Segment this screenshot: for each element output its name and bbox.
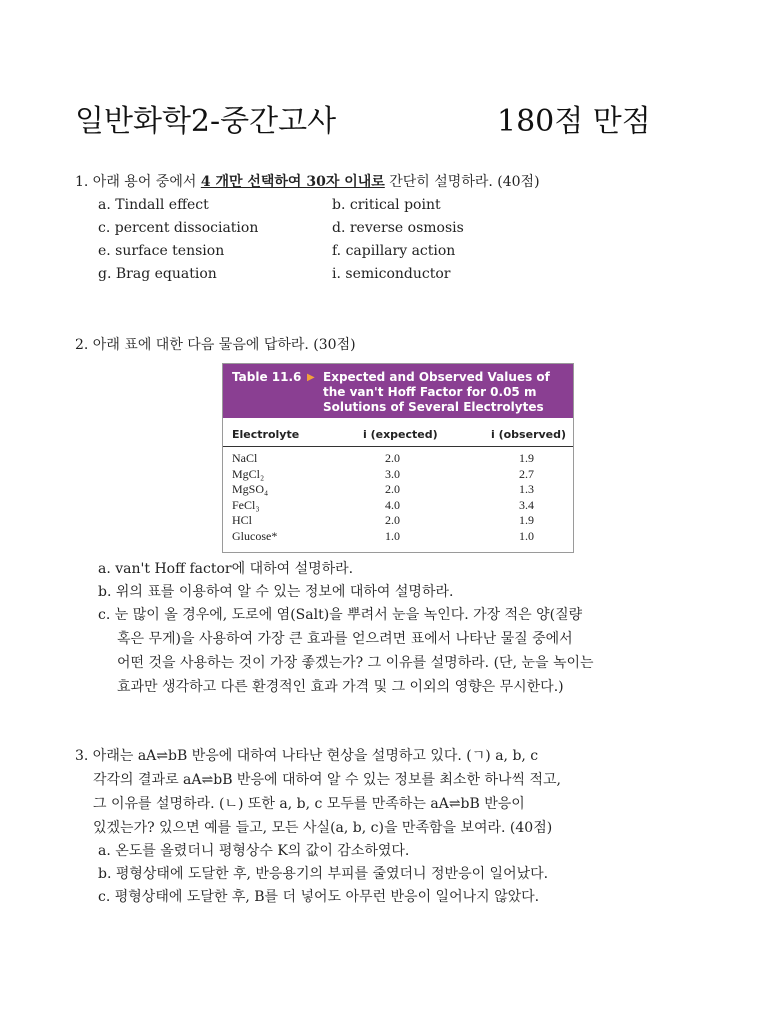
term-i: i. semiconductor <box>332 266 451 282</box>
table-cell: 1.3 <box>519 482 534 497</box>
column-header-electrolyte: Electrolyte <box>232 428 300 441</box>
term-e: e. surface tension <box>98 243 225 259</box>
table-cell: 3.0 <box>385 466 400 481</box>
column-header-observed: i (observed) <box>491 428 567 441</box>
question-2c-line1: c. 눈 많이 올 경우에, 도로에 염(Salt)을 뿌려서 눈을 녹인다. 가장 적은 양(질량 <box>98 607 583 623</box>
table-cell: NaCl <box>232 451 258 465</box>
table-cell: 2.0 <box>385 513 400 528</box>
question-3-line3: 그 이유를 설명하라. (ㄴ) 또한 a, b, c 모두를 만족하는 aA⇌bB 반응이 <box>93 796 525 812</box>
question-3-line1: 3. 아래는 aA⇌bB 반응에 대하여 나타난 현상을 설명하고 있다. (ㄱ) a, b, c <box>75 748 539 764</box>
table-cell: 2.0 <box>385 482 400 497</box>
table-cell: 2.0 <box>385 451 400 465</box>
table-label: Table 11.6 <box>232 370 302 384</box>
table-cell: 1.9 <box>519 451 534 465</box>
term-b: b. critical point <box>332 197 441 213</box>
question-1 <box>75 171 540 194</box>
question-1-emphasis: 4 개만 선택하여 30자 이내로 <box>200 174 385 190</box>
exam-title: 일반화학2-중간고사 <box>75 104 337 139</box>
table-cell: 4.0 <box>385 497 400 512</box>
question-2a: a. van't Hoff factor에 대하여 설명하라. <box>98 561 354 577</box>
table-header <box>223 364 573 418</box>
table-row <box>223 467 573 483</box>
table-cell: 3.4 <box>519 497 534 512</box>
question-3-line4: 있겠는가? 있으면 예를 들고, 모든 사실(a, b, c)을 만족함을 보여라. (40점) <box>93 820 553 836</box>
question-3c: c. 평형상태에 도달한 후, B를 더 넣어도 아무런 반응이 일어나지 않았다. <box>98 889 540 905</box>
term-d: d. reverse osmosis <box>332 220 464 236</box>
question-3b: b. 평형상태에 도달한 후, 반응용기의 부피를 줄였더니 정반응이 일어났다. <box>98 866 549 882</box>
term-f: f. capillary action <box>332 243 456 259</box>
question-3a: a. 온도를 올렸더니 평형상수 K의 값이 감소하였다. <box>98 843 410 859</box>
term-a: a. Tindall effect <box>98 197 209 213</box>
table-cell: MgSO₄ <box>232 482 269 497</box>
vant-hoff-table <box>222 363 574 553</box>
table-body <box>223 451 573 545</box>
total-score: 180점 만점 <box>497 104 651 139</box>
table-cell: HCl <box>232 513 253 528</box>
question-2c-line3: 어떤 것을 사용하는 것이 가장 좋겠는가? 그 이유를 설명하라. (단, 눈을 녹이는 <box>117 655 594 671</box>
question-2: 2. 아래 표에 대한 다음 물음에 답하라. (30점) <box>75 337 356 353</box>
table-row <box>223 482 573 498</box>
triangle-arrow-icon: ▶ <box>307 372 315 383</box>
term-c: c. percent dissociation <box>98 220 259 236</box>
table-cell: FeCl₃ <box>232 497 260 512</box>
table-cell: 1.9 <box>519 513 534 528</box>
term-g: g. Brag equation <box>98 266 217 282</box>
table-caption: Expected and Observed Values of the van't Hoff Factor for 0.05 m Solutions of Several Electrolytes <box>323 370 550 414</box>
question-2b: b. 위의 표를 이용하여 알 수 있는 정보에 대하여 설명하라. <box>98 584 454 600</box>
table-cell: Glucose* <box>232 528 278 543</box>
table-cell: 1.0 <box>385 528 400 543</box>
table-row <box>223 513 573 529</box>
question-1-prefix: 1. 아래 용어 중에서 <box>75 174 201 190</box>
question-2c-line4: 효과만 생각하고 다른 환경적인 효과 가격 및 그 이외의 영향은 무시한다.) <box>117 679 564 695</box>
question-1-suffix: 간단히 설명하라. (40점) <box>384 174 540 190</box>
table-cell: 1.0 <box>519 528 534 543</box>
table-cell: 2.7 <box>519 466 534 481</box>
table-cell: MgCl₂ <box>232 466 265 481</box>
table-row <box>223 498 573 514</box>
column-header-expected: i (expected) <box>363 428 438 441</box>
table-row <box>223 451 573 467</box>
question-2c-line2: 혹은 무게)을 사용하여 가장 큰 효과를 얻으려면 표에서 나타난 물질 중에서 <box>117 631 573 647</box>
question-3-line2: 각각의 결과로 aA⇌bB 반응에 대하여 알 수 있는 정보를 최소한 하나씩 적고, <box>93 772 561 788</box>
table-column-headers <box>223 428 573 447</box>
table-row <box>223 529 573 545</box>
